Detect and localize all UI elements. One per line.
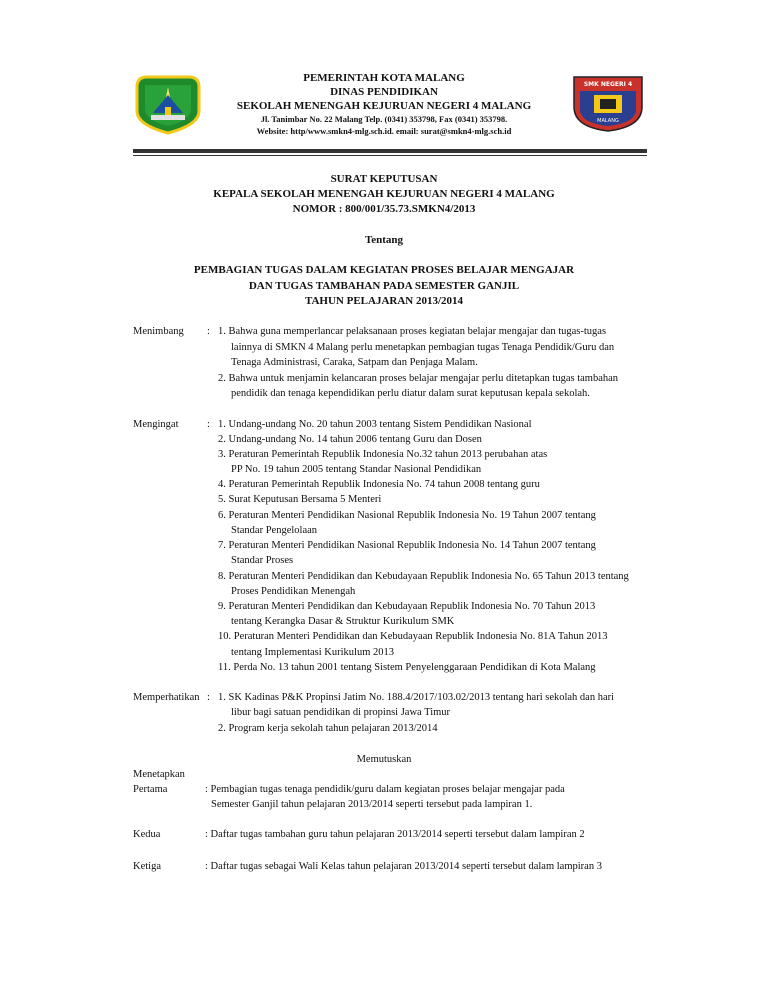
right-logo-bottom-label: MALANG [597, 118, 619, 124]
memperhatikan-line: libur bagi satuan pendidikan di propinsi Jawa Timur [231, 707, 451, 718]
mengingat-line: 1. Undang-undang No. 20 tahun 2003 tentang Sistem Pendidikan Nasional [218, 419, 532, 430]
doc-issuer: KEPALA SEKOLAH MENENGAH KEJURUAN NEGERI 4 MALANG [213, 188, 555, 200]
mengingat-colon: : [207, 419, 210, 430]
header-rule-thick [133, 149, 647, 153]
mengingat-line: tentang Implementasi Kurikulum 2013 [231, 647, 395, 658]
menimbang-line: Tenaga Administrasi, Caraka, Satpam dan Penjaga Malam. [231, 357, 478, 368]
memperhatikan-line: 2. Program kerja sekolah tahun pelajaran 2013/2014 [218, 723, 438, 734]
menimbang-line: 2. Bahwa untuk menjamin kelancaran proses belajar mengajar perlu ditetapkan tugas tambahan [218, 373, 619, 384]
kop-school-name: SEKOLAH MENENGAH KEJURUAN NEGERI 4 MALANG [236, 100, 532, 112]
menimbang-line: lainnya di SMKN 4 Malang perlu menetapkan pembagian tugas Tenaga Pendidik/Guru dan [231, 342, 615, 353]
mengingat-line: 2. Undang-undang No. 14 tahun 2006 tentang Guru dan Dosen [218, 434, 482, 445]
memperhatikan-colon: : [207, 692, 210, 703]
mengingat-line: 7. Peraturan Menteri Pendidikan Nasional Republik Indonesia No. 14 Tahun 2007 tentang [218, 540, 596, 551]
pertama-label: Pertama [133, 784, 168, 795]
subject-line-2: DAN TUGAS TAMBAHAN PADA SEMESTER GANJIL [248, 280, 520, 292]
menimbang-line: 1. Bahwa guna memperlancar pelaksanaan proses kegiatan belajar mengajar dan tugas-tugas [218, 326, 607, 337]
pertama-line: : Pembagian tugas tenaga pendidik/guru dalam kegiatan proses belajar mengajar pada [205, 784, 565, 795]
menetapkan-label: Menetapkan [133, 769, 185, 780]
menimbang-line: pendidik dan tenaga kependidikan perlu diatur dalam surat keputusan kepala sekolah. [231, 388, 590, 399]
mengingat-line: Standar Pengelolaan [231, 525, 318, 536]
mengingat-line: Standar Proses [231, 555, 294, 566]
right-logo-label: SMK NEGERI 4 [583, 81, 633, 88]
header-rule-thin [133, 155, 647, 156]
kop-government: PEMERINTAH KOTA MALANG [303, 72, 465, 84]
kedua-label: Kedua [133, 829, 161, 840]
memutuskan-heading: Memutuskan [356, 754, 412, 765]
subject-line-1: PEMBAGIAN TUGAS DALAM KEGIATAN PROSES BELAJAR MENGAJAR [193, 264, 575, 276]
mengingat-line: 3. Peraturan Pemerintah Republik Indonesia No.32 tahun 2013 perubahan atas [218, 449, 548, 460]
menimbang-label: Menimbang [133, 326, 184, 337]
ketiga-label: Ketiga [133, 861, 161, 872]
pertama-line: Semester Ganjil tahun pelajaran 2013/2014 seperti tersebut pada lampiran 1. [211, 799, 533, 810]
kop-address: Jl. Tanimbar No. 22 Malang Telp. (0341) 353798, Fax (0341) 353798. [260, 114, 508, 124]
ketiga-text: : Daftar tugas sebagai Wali Kelas tahun pelajaran 2013/2014 seperti tersebut dalam lampiran 3 [205, 861, 602, 872]
mengingat-line: tentang Kerangka Dasar & Struktur Kurikulum SMK [231, 616, 455, 627]
mengingat-line: 9. Peraturan Menteri Pendidikan dan Kebudayaan Republik Indonesia No. 70 Tahun 2013 [218, 601, 596, 612]
memperhatikan-line: 1. SK Kadinas P&K Propinsi Jatim No. 188.4/2017/103.02/2013 tentang hari sekolah dan hari [218, 692, 615, 703]
mengingat-line: PP No. 19 tahun 2005 tentang Standar Nasional Pendidikan [231, 464, 482, 475]
about-label: Tentang [364, 234, 404, 246]
mengingat-line: Proses Pendidikan Menengah [231, 586, 356, 597]
mengingat-line: 4. Peraturan Pemerintah Republik Indonesia No. 74 tahun 2008 tentang guru [218, 479, 540, 490]
mengingat-line: 8. Peraturan Menteri Pendidikan dan Kebudayaan Republik Indonesia No. 65 Tahun 2013 tentang [218, 571, 629, 582]
subject-line-3: TAHUN PELAJARAN 2013/2014 [304, 295, 464, 307]
mengingat-line: 5. Surat Keputusan Bersama 5 Menteri [218, 494, 382, 505]
kedua-text: : Daftar tugas tambahan guru tahun pelajaran 2013/2014 seperti tersebut dalam lampiran 2 [205, 829, 585, 840]
mengingat-line: 6. Peraturan Menteri Pendidikan Nasional Republik Indonesia No. 19 Tahun 2007 tentang [218, 510, 596, 521]
doc-type: SURAT KEPUTUSAN [330, 173, 438, 185]
mengingat-line: 11. Perda No. 13 tahun 2001 tentang Sistem Penyelenggaraan Pendidikan di Kota Malang [218, 662, 596, 673]
mengingat-line: 10. Peraturan Menteri Pendidikan dan Kebudayaan Republik Indonesia No. 81A Tahun 2013 [218, 631, 608, 642]
doc-number: NOMOR : 800/001/35.73.SMKN4/2013 [292, 203, 476, 215]
mengingat-label: Mengingat [133, 419, 179, 430]
school-emblem-logo [568, 71, 648, 133]
memperhatikan-label: Memperhatikan [133, 692, 200, 703]
menimbang-colon: : [207, 326, 210, 337]
kop-website: Website: http/www.smkn4-mlg.sch.id. email: surat@smkn4-mlg.sch.id [256, 126, 512, 136]
kop-department: DINAS PENDIDIKAN [330, 86, 438, 98]
